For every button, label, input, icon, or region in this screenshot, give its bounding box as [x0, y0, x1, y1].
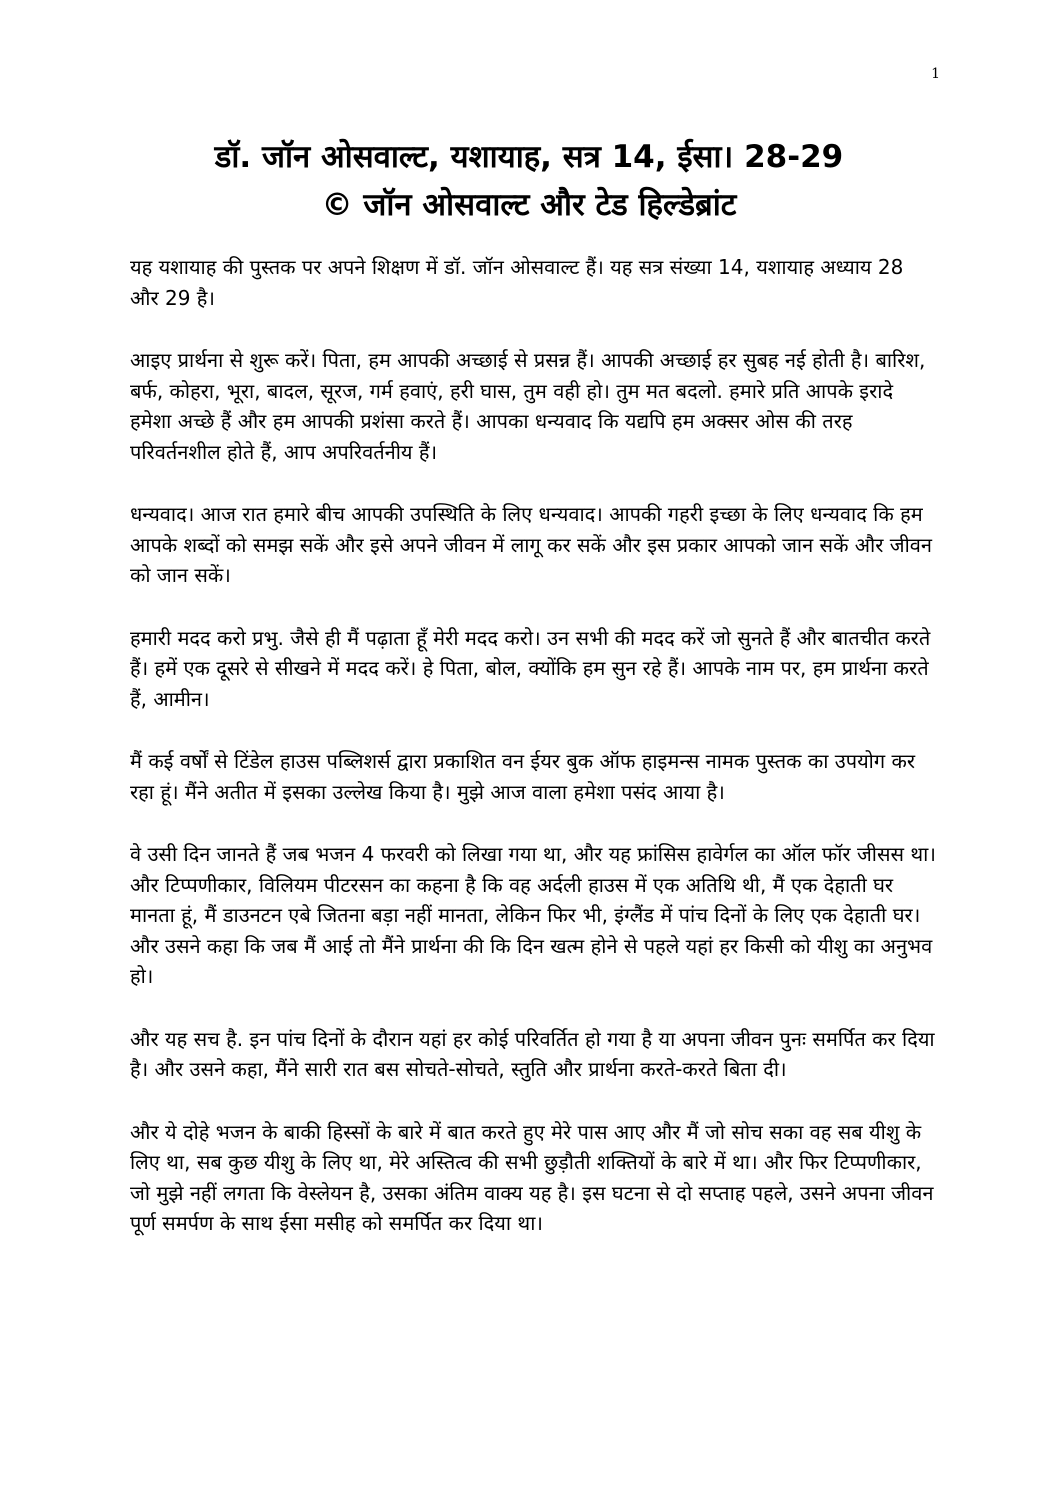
paragraph-intro: यह यशायाह की पुस्तक पर अपने शिक्षण में डॉ. जॉन ओसवाल्ट हैं। यह सत्र संख्या 14, यशायाह अध्याय 28 और 29 है।	[130, 255, 904, 310]
paragraph-couplets: और ये दोहे भजन के बाकी हिस्सों के बारे में बात करते हुए मेरे पास आए और मैं जो सोच सका वह सब यीशु के लिए था, सब कुछ यीशु के लिए था, मेरे अस्तित्व की सभी छुड़ौती शक्तियों के बारे में था। और फिर टिप्पणीकार, जो मुझे नहीं लगता कि वेस्लेयन है, उसका अंतिम वाक्य यह है। इस घटना से दो सप्ताह पहले, उसने अपना जीवन पूर्ण समर्पण के साथ ईसा मसीह को समर्पित कर दिया था।	[130, 1119, 934, 1235]
title-line-1: डॉ. जॉन ओसवाल्ट, यशायाह, सत्र 14, ईसा। 28-29	[214, 139, 844, 175]
paragraph-truth: और यह सच है. इन पांच दिनों के दौरान यहां हर कोई परिवर्तित हो गया है या अपना जीवन पुनः समर्पित कर दिया है। और उसने कहा, मैंने सारी रात बस सोचते-सोचते, स्तुति और प्रार्थना करते-करते बिता दी।	[130, 1026, 935, 1081]
paragraph-book: मैं कई वर्षों से टिंडेल हाउस पब्लिशर्स द्वारा प्रकाशित वन ईयर बुक ऑफ हाइमन्स नामक पुस्तक का उपयोग कर रहा हूं। मैंने अतीत में इसका उल्लेख किया है। मुझे आज वाला हमेशा पसंद आया है।	[130, 749, 916, 804]
paragraph-hymn-story: वे उसी दिन जानते हैं जब भजन 4 फरवरी को लिखा गया था, और यह फ्रांसिस हावेर्गल का ऑल फॉर जीसस था। और टिप्पणीकार, विलियम पीटरसन का कहना है कि वह अर्दली हाउस में एक अतिथि थी, मैं एक देहाती घर मानता हूं, मैं डाउनटन एबे जितना बड़ा नहीं मानता, लेकिन फिर भी, इंग्लैंड में पांच दिनों के लिए एक देहाती घर। और उसने कहा कि जब मैं आई तो मैंने प्रार्थना की कि दिन खत्म होने से पहले यहां हर किसी को यीशु का अनुभव हो।	[130, 842, 936, 988]
paragraph-thanks: धन्यवाद। आज रात हमारे बीच आपकी उपस्थिति के लिए धन्यवाद। आपकी गहरी इच्छा के लिए धन्यवाद कि हम आपके शब्दों को समझ सकें और इसे अपने जीवन में लागू कर सकें और इस प्रकार आपको जान सकें और जीवन को जान सकें।	[130, 502, 933, 587]
page-number: 1	[931, 66, 940, 82]
document-title	[80, 133, 978, 229]
paragraph-help: हमारी मदद करो प्रभु. जैसे ही मैं पढ़ाता हूँ मेरी मदद करो। उन सभी की मदद करें जो सुनते हैं और बातचीत करते हैं। हमें एक दूसरे से सीखने में मदद करें। हे पिता, बोल, क्योंकि हम सुन रहे हैं। आपके नाम पर, हम प्रार्थना करते हैं, आमीन।	[130, 625, 931, 711]
paragraph-prayer: आइए प्रार्थना से शुरू करें। पिता, हम आपकी अच्छाई से प्रसन्न हैं। आपकी अच्छाई हर सुबह नई होती है। बारिश, बर्फ, कोहरा, भूरा, बादल, सूरज, गर्म हवाएं, हरी घास, तुम वही हो। तुम मत बदलो. हमारे प्रति आपके इरादे हमेशा अच्छे हैं और हम आपकी प्रशंसा करते हैं। आपका धन्यवाद कि यद्यपि हम अक्सर ओस की तरह परिवर्तनशील होते हैं, आप अपरिवर्तनीय हैं।	[130, 348, 926, 464]
document-body	[130, 252, 938, 1271]
title-line-2: © जॉन ओसवाल्ट और टेड हिल्डेब्रांट	[321, 187, 737, 223]
